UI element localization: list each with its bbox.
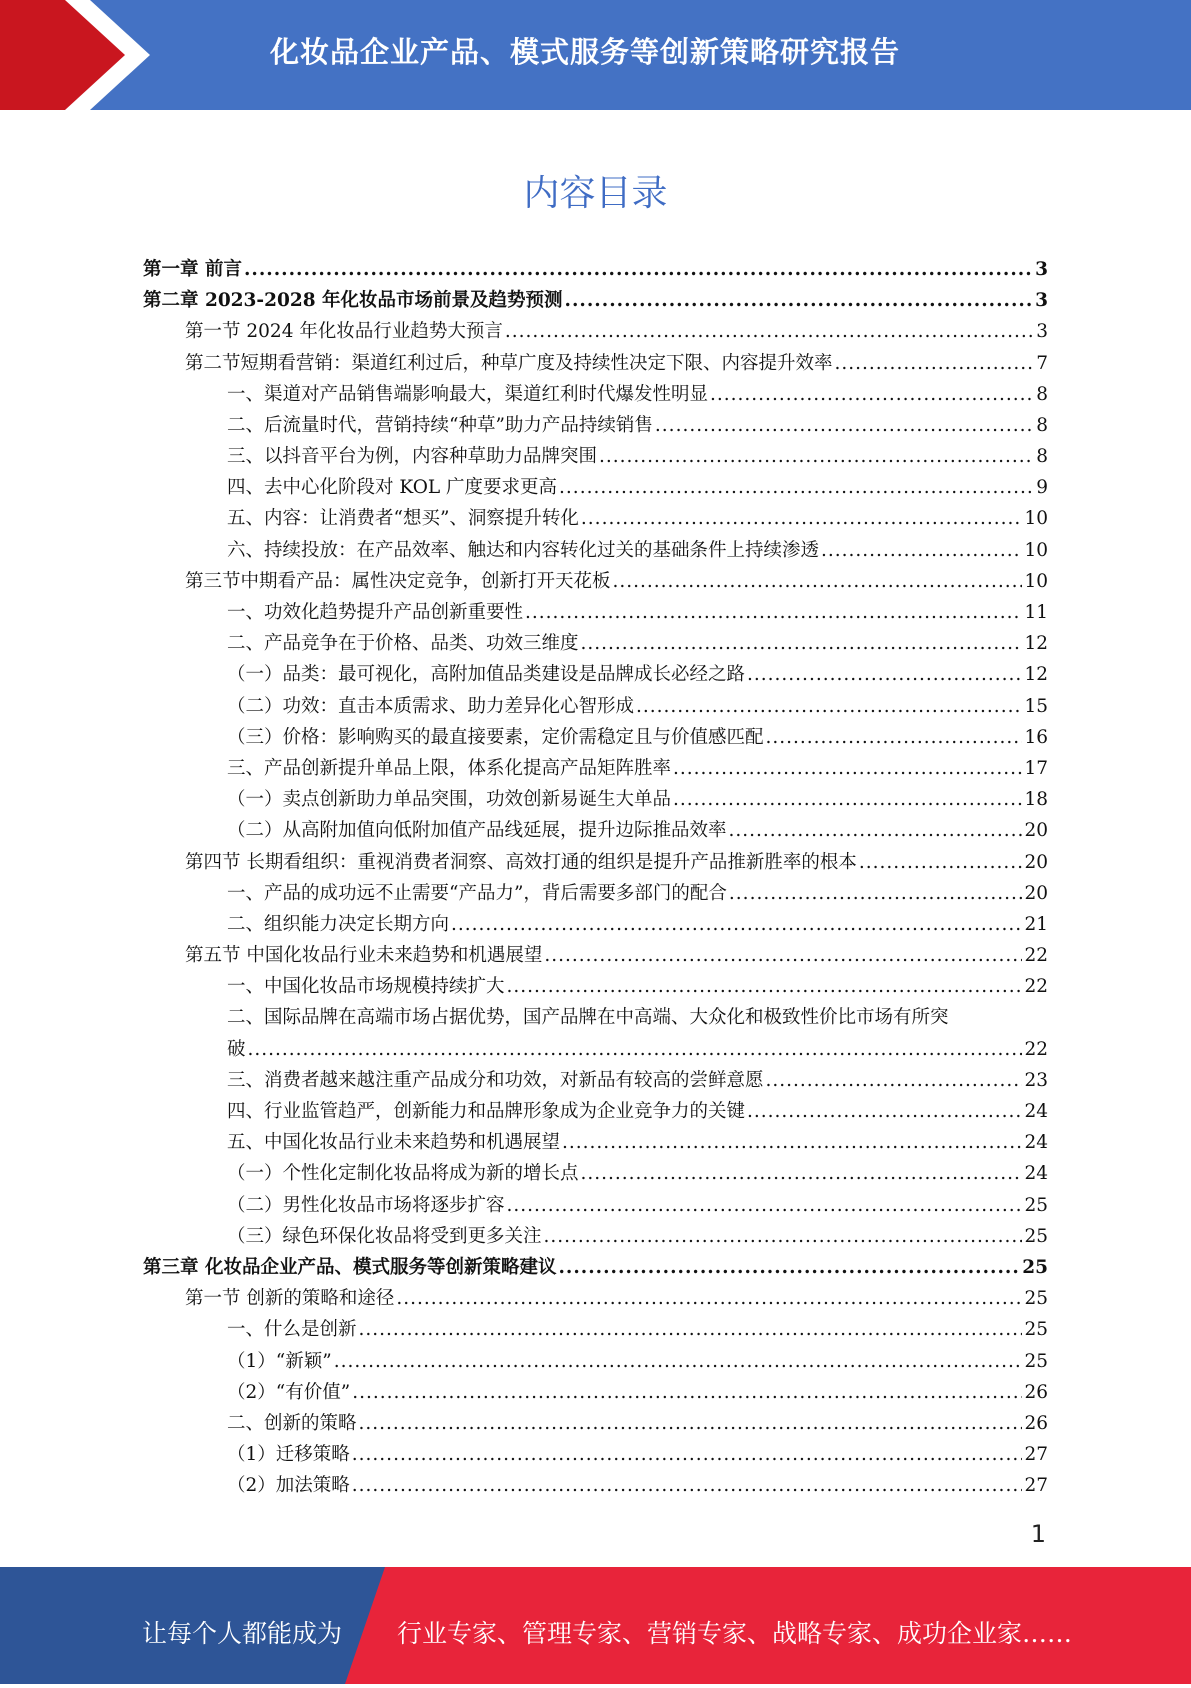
toc-entry-title: （2）加法策略 <box>227 1475 350 1497</box>
toc-entry[interactable] <box>143 940 1048 971</box>
toc-entry[interactable] <box>143 1283 1048 1314</box>
toc-entry[interactable] <box>143 1439 1048 1470</box>
toc-entry-page-number: 27 <box>1024 1444 1048 1466</box>
toc-entry-page-number: 15 <box>1024 695 1048 717</box>
header-red-arrow-shape <box>0 0 160 110</box>
toc-entry-title: 第三节中期看产品：属性决定竞争，创新打开天花板 <box>185 570 611 592</box>
toc-entry[interactable] <box>143 1314 1048 1345</box>
toc-entry-title: 第一节 2024 年化妆品行业趋势大预言 <box>185 321 503 343</box>
toc-entry[interactable] <box>143 1003 1048 1034</box>
toc-entry-title: 四、去中心化阶段对 KOL 广度要求更高 <box>227 477 558 499</box>
toc-entry-title: 破 <box>227 1038 246 1060</box>
toc-entry-page-number: 25 <box>1024 1225 1048 1247</box>
toc-dot-leader <box>835 348 1035 379</box>
toc-entry[interactable] <box>143 815 1048 846</box>
toc-dot-leader <box>821 535 1022 566</box>
toc-dot-leader <box>334 1346 1023 1377</box>
toc-entry-page-number: 26 <box>1024 1381 1048 1403</box>
toc-dot-leader <box>565 285 1034 316</box>
toc-entry[interactable] <box>143 597 1048 628</box>
toc-dot-leader <box>673 753 1022 784</box>
toc-entry-page-number: 10 <box>1024 570 1048 592</box>
toc-entry[interactable] <box>143 1158 1048 1189</box>
toc-entry-page-number: 25 <box>1024 1194 1048 1216</box>
toc-entry-page-number: 12 <box>1024 664 1048 686</box>
toc-dot-leader <box>244 254 1033 285</box>
toc-dot-leader <box>581 628 1023 659</box>
toc-dot-leader <box>581 503 1023 534</box>
toc-entry-title: 第四节 长期看组织：重视消费者洞察、高效打通的组织是提升产品推新胜率的根本 <box>185 851 857 873</box>
toc-entry[interactable] <box>143 410 1048 441</box>
toc-entry[interactable] <box>143 1252 1048 1283</box>
toc-entry-title: 一、渠道对产品销售端影响最大，渠道红利时代爆发性明显 <box>227 383 709 405</box>
toc-entry[interactable] <box>143 1065 1048 1096</box>
toc-entry-title: 三、以抖音平台为例，内容种草助力品牌突围 <box>227 446 598 468</box>
toc-entry-title: 四、行业监管趋严，创新能力和品牌形象成为企业竞争力的关键 <box>227 1101 746 1123</box>
toc-entry-page-number: 25 <box>1024 1288 1048 1310</box>
toc-entry[interactable] <box>143 1190 1048 1221</box>
toc-dot-leader <box>359 1314 1023 1345</box>
toc-entry-title: 五、内容：让消费者“想买”、洞察提升转化 <box>227 508 579 530</box>
toc-dot-leader <box>562 1127 1022 1158</box>
toc-entry-page-number: 24 <box>1024 1101 1048 1123</box>
toc-entry[interactable] <box>143 1221 1048 1252</box>
toc-dot-leader <box>747 659 1022 690</box>
toc-entry-title: 二、组织能力决定长期方向 <box>227 913 450 935</box>
toc-entry-title: 三、产品创新提升单品上限，体系化提高产品矩阵胜率 <box>227 757 672 779</box>
toc-entry-page-number: 25 <box>1024 1319 1048 1341</box>
toc-entry[interactable] <box>143 348 1048 379</box>
table-of-contents <box>143 254 1048 1502</box>
toc-dot-leader <box>544 1221 1023 1252</box>
toc-entry[interactable] <box>143 753 1048 784</box>
toc-entry[interactable] <box>143 628 1048 659</box>
report-header-band <box>0 0 1191 110</box>
toc-entry-title: 一、中国化妆品市场规模持续扩大 <box>227 976 505 998</box>
toc-entry-title: 第二章 2023-2028 年化妆品市场前景及趋势预测 <box>143 290 563 312</box>
toc-entry[interactable] <box>143 441 1048 472</box>
toc-dot-leader <box>599 441 1034 472</box>
toc-dot-leader <box>507 971 1023 1002</box>
toc-entry-title: （二）男性化妆品市场将逐步扩容 <box>227 1194 505 1216</box>
toc-entry-title: （三）价格：影响购买的最直接要素，定价需稳定且与价值感匹配 <box>227 726 764 748</box>
toc-entry[interactable] <box>143 691 1048 722</box>
toc-dot-leader <box>396 1283 1022 1314</box>
toc-entry-title: 第一节 创新的策略和途径 <box>185 1288 395 1310</box>
toc-entry-page-number: 22 <box>1024 1038 1048 1060</box>
toc-entry[interactable] <box>143 722 1048 753</box>
toc-dot-leader <box>710 379 1034 410</box>
toc-dot-leader <box>505 316 1034 347</box>
toc-entry-title: 一、功效化趋势提升产品创新重要性 <box>227 602 524 624</box>
toc-entry-page-number: 8 <box>1036 446 1048 468</box>
toc-entry[interactable] <box>143 1346 1048 1377</box>
toc-dot-leader <box>359 1408 1023 1439</box>
toc-entry-title: 第五节 中国化妆品行业未来趋势和机遇展望 <box>185 945 543 967</box>
toc-entry[interactable] <box>143 1096 1048 1127</box>
toc-entry[interactable] <box>143 1408 1048 1439</box>
toc-entry-title: 三、消费者越来越注重产品成分和功效，对新品有较高的尝鲜意愿 <box>227 1069 764 1091</box>
toc-entry-title: 二、创新的策略 <box>227 1412 357 1434</box>
toc-dot-leader <box>766 722 1023 753</box>
toc-dot-leader <box>248 1034 1023 1065</box>
toc-entry-page-number: 27 <box>1024 1475 1048 1497</box>
toc-heading: 内容目录 <box>523 173 668 214</box>
toc-entry-page-number: 9 <box>1036 477 1048 499</box>
toc-entry-page-number: 10 <box>1024 508 1048 530</box>
toc-dot-leader <box>747 1096 1022 1127</box>
toc-entry[interactable] <box>143 504 1048 535</box>
toc-entry-title: （2）“有价值” <box>227 1381 351 1403</box>
toc-entry-title: 第三章 化妆品企业产品、模式服务等创新策略建议 <box>143 1256 557 1278</box>
toc-dot-leader <box>352 1439 1023 1470</box>
toc-entry[interactable] <box>143 878 1048 909</box>
toc-entry-page-number: 16 <box>1024 726 1048 748</box>
toc-dot-leader <box>581 1158 1023 1189</box>
toc-entry-title: （1）迁移策略 <box>227 1444 350 1466</box>
toc-entry[interactable] <box>143 1127 1048 1158</box>
toc-dot-leader <box>673 784 1022 815</box>
toc-entry-page-number: 20 <box>1024 820 1048 842</box>
toc-dot-leader <box>655 410 1034 441</box>
toc-entry-title: 二、后流量时代，营销持续“种草”助力产品持续销售 <box>227 414 653 436</box>
toc-entry-page-number: 24 <box>1024 1132 1048 1154</box>
toc-dot-leader <box>558 1252 1020 1283</box>
toc-dot-leader <box>859 847 1023 878</box>
toc-entry-title: 二、产品竞争在于价格、品类、功效三维度 <box>227 633 579 655</box>
toc-dot-leader <box>613 566 1023 597</box>
toc-dot-leader <box>766 1065 1023 1096</box>
toc-entry-title: 第一章 前言 <box>143 258 242 280</box>
toc-entry-title: （二）功效：直击本质需求、助力差异化心智形成 <box>227 695 635 717</box>
footer-slogan-left: 让每个人都能成为 <box>142 1619 343 1648</box>
toc-entry-page-number: 22 <box>1024 976 1048 998</box>
toc-entry[interactable] <box>143 971 1048 1002</box>
toc-entry-page-number: 22 <box>1024 945 1048 967</box>
toc-entry[interactable] <box>143 566 1048 597</box>
toc-entry[interactable] <box>143 379 1048 410</box>
toc-entry-title: 五、中国化妆品行业未来趋势和机遇展望 <box>227 1132 561 1154</box>
toc-entry-title: （一）个性化定制化妆品将成为新的增长点 <box>227 1163 579 1185</box>
toc-entry[interactable] <box>143 472 1048 503</box>
toc-entry-page-number: 26 <box>1024 1412 1048 1434</box>
page-number: 1 <box>1030 1520 1046 1548</box>
toc-entry[interactable] <box>143 535 1048 566</box>
toc-entry-page-number: 3 <box>1035 258 1048 280</box>
toc-dot-leader <box>507 1190 1023 1221</box>
toc-entry-page-number: 20 <box>1024 882 1048 904</box>
toc-entry-title: （一）品类：最可视化，高附加值品类建设是品牌成长必经之路 <box>227 664 746 686</box>
toc-entry-page-number: 3 <box>1036 321 1048 343</box>
toc-entry-page-number: 3 <box>1035 290 1048 312</box>
toc-entry[interactable] <box>143 316 1048 347</box>
toc-entry-title: （1）“新颖” <box>227 1350 332 1372</box>
toc-entry-page-number: 20 <box>1024 851 1048 873</box>
toc-entry[interactable] <box>143 847 1048 878</box>
toc-entry-page-number: 23 <box>1024 1069 1048 1091</box>
toc-entry-page-number: 24 <box>1024 1163 1048 1185</box>
toc-dot-leader <box>559 472 1034 503</box>
toc-entry-page-number: 12 <box>1024 633 1048 655</box>
toc-entry-page-number: 17 <box>1024 757 1048 779</box>
toc-entry[interactable] <box>143 254 1048 285</box>
toc-entry-page-number: 8 <box>1036 414 1048 436</box>
toc-entry[interactable] <box>143 1377 1048 1408</box>
toc-dot-leader <box>352 1470 1023 1501</box>
toc-dot-leader <box>525 597 1022 628</box>
toc-entry[interactable] <box>143 1470 1048 1501</box>
toc-entry-title: 第二节短期看营销：渠道红利过后，种草广度及持续性决定下限、内容提升效率 <box>185 352 833 374</box>
toc-entry-page-number: 25 <box>1024 1350 1048 1372</box>
toc-dot-leader <box>451 909 1022 940</box>
toc-entry[interactable] <box>143 1034 1048 1065</box>
toc-dot-leader <box>636 691 1022 722</box>
toc-entry-title: （一）卖点创新助力单品突围，功效创新易诞生大单品 <box>227 789 672 811</box>
toc-entry[interactable] <box>143 909 1048 940</box>
footer-slogan-right: 行业专家、管理专家、营销专家、战略专家、成功企业家…… <box>397 1619 1073 1648</box>
toc-entry-title: 一、什么是创新 <box>227 1319 357 1341</box>
toc-entry-page-number: 11 <box>1024 602 1048 624</box>
toc-entry[interactable] <box>143 659 1048 690</box>
toc-dot-leader <box>729 878 1023 909</box>
toc-entry-title: （二）从高附加值向低附加值产品线延展，提升边际推品效率 <box>227 820 727 842</box>
toc-entry-page-number: 25 <box>1022 1256 1048 1278</box>
toc-entry-page-number: 7 <box>1036 352 1048 374</box>
toc-entry-page-number: 10 <box>1024 539 1048 561</box>
toc-entry-title: 一、产品的成功远不止需要“产品力”，背后需要多部门的配合 <box>227 882 727 904</box>
report-title: 化妆品企业产品、模式服务等创新策略研究报告 <box>270 35 901 69</box>
toc-dot-leader <box>729 815 1023 846</box>
toc-entry-title: 二、国际品牌在高端市场占据优势，国产品牌在中高端、大众化和极致性价比市场有所突 <box>227 1007 949 1029</box>
toc-entry-page-number: 18 <box>1024 789 1048 811</box>
toc-entry-title: 六、持续投放：在产品效率、触达和内容转化过关的基础条件上持续渗透 <box>227 539 820 561</box>
toc-dot-leader <box>352 1377 1022 1408</box>
toc-entry-page-number: 8 <box>1036 383 1048 405</box>
toc-dot-leader <box>544 940 1022 971</box>
toc-entry-page-number: 21 <box>1024 913 1048 935</box>
toc-entry[interactable] <box>143 784 1048 815</box>
toc-entry-title: （三）绿色环保化妆品将受到更多关注 <box>227 1225 542 1247</box>
toc-entry[interactable] <box>143 285 1048 316</box>
